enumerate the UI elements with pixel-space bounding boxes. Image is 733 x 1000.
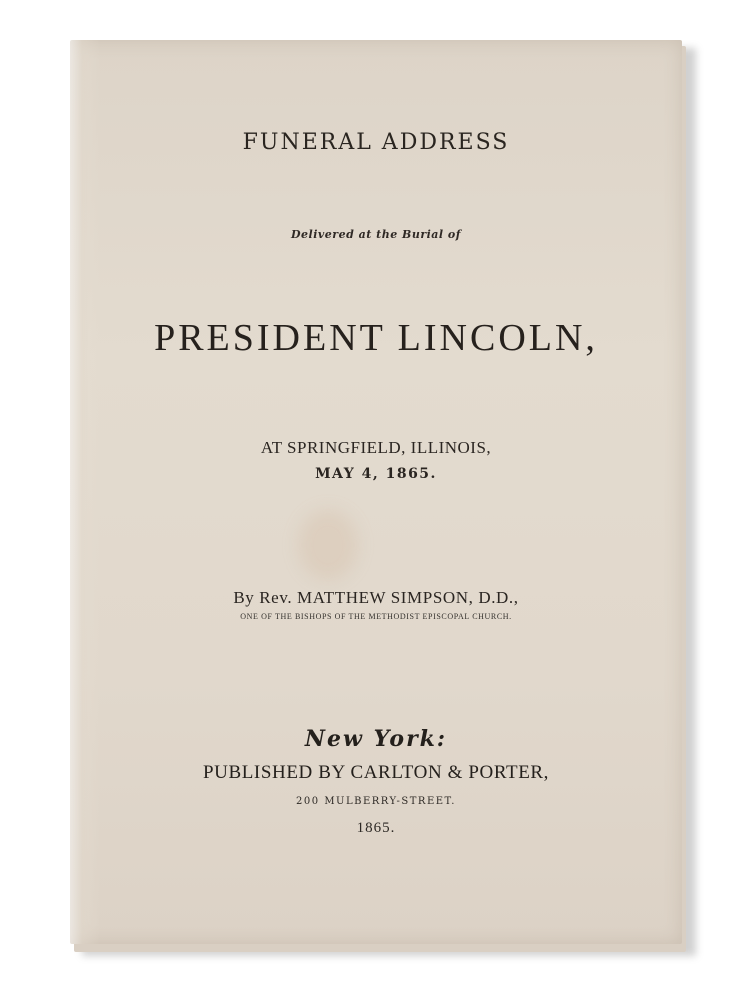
pamphlet-date: MAY 4, 1865.	[315, 466, 437, 482]
worn-spine-edge	[70, 40, 100, 944]
pamphlet-place: AT SPRINGFIELD, ILLINOIS,	[260, 438, 492, 457]
publication-year: 1865.	[356, 820, 396, 836]
pamphlet-subtitle: Delivered at the Burial of	[290, 228, 462, 241]
publisher-name: PUBLISHED BY CARLTON & PORTER,	[202, 762, 550, 783]
publisher-street: 200 MULBERRY-STREET.	[296, 796, 456, 807]
paper-stain	[298, 510, 358, 580]
pamphlet-subject: PRESIDENT LINCOLN,	[154, 317, 598, 359]
pamphlet-title-page	[70, 40, 682, 944]
publisher-city: New York:	[304, 726, 448, 752]
pamphlet-title: FUNERAL ADDRESS	[242, 130, 510, 155]
pamphlet-author: By Rev. MATTHEW SIMPSON, D.D.,	[233, 588, 519, 607]
pamphlet-author-role: ONE OF THE BISHOPS OF THE METHODIST EPISCOPAL CHURCH.	[240, 612, 512, 621]
